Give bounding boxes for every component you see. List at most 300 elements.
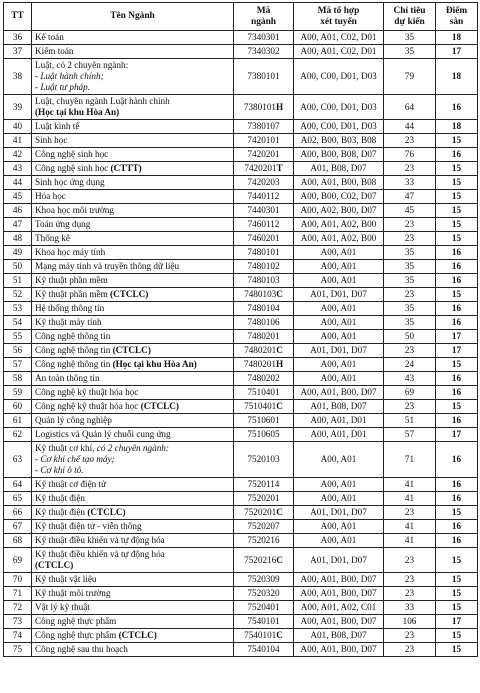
subject-combination: A00, A01 (294, 534, 384, 548)
planned-quota: 23 (384, 548, 436, 573)
floor-score: 16 (436, 148, 478, 162)
table-row (4, 643, 478, 657)
row-number: 44 (4, 176, 32, 190)
table-row (4, 134, 478, 148)
floor-score: 18 (436, 31, 478, 45)
program-name-bold: (Học tại khu Hòa An) (112, 359, 197, 369)
program-code (234, 386, 294, 400)
program-code (234, 587, 294, 601)
planned-quota: 45 (384, 204, 436, 218)
program-code-text: 7510601 (247, 415, 280, 425)
program-code-text: 7480101 (247, 247, 280, 257)
subject-combination: A01, B08, D07 (294, 629, 384, 643)
row-number: 71 (4, 587, 32, 601)
program-code-text: 7480202 (247, 373, 280, 383)
header-code (234, 3, 294, 31)
program-code-text: 7540101 (244, 630, 277, 640)
table-row (4, 120, 478, 134)
program-name: Vật lý kỹ thuật (32, 601, 234, 615)
floor-score: 15 (436, 288, 478, 302)
row-number: 65 (4, 492, 32, 506)
subject-combination: A00, A01 (294, 442, 384, 478)
program-code-text: 7440112 (247, 191, 280, 201)
subject-combination: A00, A01, A02, B00 (294, 218, 384, 232)
floor-score: 17 (436, 344, 478, 358)
program-code-text: 7510605 (247, 429, 280, 439)
program-code (234, 442, 294, 478)
program-name-bold: (CTCLC) (112, 345, 151, 355)
table-row (4, 288, 478, 302)
program-code (234, 534, 294, 548)
table-row (4, 520, 478, 534)
table-row (4, 95, 478, 120)
planned-quota: 76 (384, 148, 436, 162)
program-code (234, 316, 294, 330)
subject-combination: A00, A01, B00, D07 (294, 587, 384, 601)
table-row (4, 218, 478, 232)
program-name-text: Công nghệ thông tin (35, 345, 113, 355)
planned-quota: 71 (384, 442, 436, 478)
program-name: Kỹ thuật điện (32, 492, 234, 506)
program-code (234, 218, 294, 232)
program-code-text: 7480201 (244, 345, 277, 355)
program-code (234, 148, 294, 162)
program-name (32, 344, 234, 358)
admission-table-page (3, 2, 477, 657)
program-name: Sinh học (32, 134, 234, 148)
program-name (32, 59, 234, 95)
program-code-text: 7420101 (247, 135, 280, 145)
subject-combination: A00, A01 (294, 372, 384, 386)
program-code (234, 274, 294, 288)
program-code-text: 7520114 (247, 479, 280, 489)
program-name: Khoa học máy tính (32, 246, 234, 260)
program-name (32, 95, 234, 120)
program-code (234, 120, 294, 134)
program-code-text: 7520201 (247, 493, 280, 503)
program-code-text: 7460112 (247, 219, 280, 229)
table-row (4, 344, 478, 358)
header-row (4, 3, 478, 31)
table-row (4, 615, 478, 629)
row-number: 63 (4, 442, 32, 478)
program-name-bold: (Học tại khu Hòa An) (35, 107, 120, 117)
program-code (234, 643, 294, 657)
table-row (4, 232, 478, 246)
table-row (4, 302, 478, 316)
row-number: 47 (4, 218, 32, 232)
program-name: Hóa học (32, 190, 234, 204)
subject-combination: A00, B00, C02, D07 (294, 190, 384, 204)
subject-combination: A00, A01 (294, 274, 384, 288)
row-number: 64 (4, 478, 32, 492)
table-body (4, 31, 478, 657)
subject-combination: A00, C00, D01, D03 (294, 59, 384, 95)
planned-quota: 47 (384, 190, 436, 204)
subject-combination: A00, A02, B00, D07 (294, 204, 384, 218)
planned-quota: 23 (384, 218, 436, 232)
program-code (234, 260, 294, 274)
table-row (4, 506, 478, 520)
row-number: 75 (4, 643, 32, 657)
program-code (234, 95, 294, 120)
row-number: 68 (4, 534, 32, 548)
row-number: 55 (4, 330, 32, 344)
floor-score: 16 (436, 414, 478, 428)
program-code-text: 7520103 (247, 454, 280, 464)
planned-quota: 23 (384, 232, 436, 246)
floor-score: 15 (436, 190, 478, 204)
table-row (4, 148, 478, 162)
row-number: 39 (4, 95, 32, 120)
program-code-text: 7420201 (244, 163, 277, 173)
planned-quota: 23 (384, 587, 436, 601)
planned-quota: 57 (384, 428, 436, 442)
planned-quota: 41 (384, 478, 436, 492)
program-code-suffix: C (276, 401, 283, 411)
subject-combination: A00, C00, D01, D03 (294, 95, 384, 120)
program-code-text: 7460201 (247, 233, 280, 243)
table-row (4, 534, 478, 548)
row-number: 56 (4, 344, 32, 358)
program-code-suffix: C (276, 554, 283, 565)
floor-score: 16 (436, 316, 478, 330)
program-name (32, 400, 234, 414)
program-name: Quản lý công nghiệp (32, 414, 234, 428)
table-row (4, 246, 478, 260)
program-name-bold: (CTCLC) (87, 507, 126, 517)
program-code-text: 7380101 (243, 101, 276, 112)
header-tt: TT (4, 3, 32, 31)
program-name (32, 442, 234, 478)
planned-quota: 23 (384, 573, 436, 587)
program-name: Kỹ thuật máy tính (32, 316, 234, 330)
program-code (234, 246, 294, 260)
program-name: Khoa học môi trường (32, 204, 234, 218)
subject-combination: A01, B08, D07 (294, 400, 384, 414)
program-code-text: 7440301 (247, 205, 280, 215)
program-name-text: Công nghệ kỹ thuật hóa học (35, 401, 141, 411)
header-combo-line1: Mã tổ hợp (317, 5, 360, 16)
program-code-suffix: C (276, 507, 283, 517)
subject-combination: A00, A01, D01 (294, 414, 384, 428)
floor-score: 15 (436, 587, 478, 601)
subject-combination: A00, A01 (294, 246, 384, 260)
program-code-suffix: H (276, 101, 284, 112)
row-number: 36 (4, 31, 32, 45)
program-name: Kỹ thuật cơ điện tử (32, 478, 234, 492)
subject-combination: A01, D01, D07 (294, 288, 384, 302)
table-row (4, 428, 478, 442)
row-number: 62 (4, 428, 32, 442)
subject-combination: A01, B08, D07 (294, 162, 384, 176)
table-row (4, 573, 478, 587)
table-row (4, 260, 478, 274)
header-score-line2: sàn (449, 16, 464, 27)
program-name-text: Công nghệ sinh học (35, 163, 111, 173)
program-code-text: 7520309 (247, 574, 280, 584)
header-name: Tên Ngành (32, 3, 234, 31)
row-number: 54 (4, 316, 32, 330)
subject-combination: A00, A01, A02, B00 (294, 232, 384, 246)
program-name-italic: có 2 chuyên ngành: (96, 443, 169, 453)
program-name: Công nghệ kỹ thuật hóa học (32, 386, 234, 400)
row-number: 43 (4, 162, 32, 176)
program-code (234, 31, 294, 45)
program-name: Kỹ thuật phần mềm (32, 274, 234, 288)
program-code-text: 7480104 (247, 303, 280, 313)
floor-score: 15 (436, 643, 478, 657)
table-row (4, 414, 478, 428)
floor-score: 15 (436, 601, 478, 615)
table-row (4, 629, 478, 643)
header-score-line1: Điểm (445, 5, 468, 16)
program-code (234, 601, 294, 615)
program-code (234, 573, 294, 587)
program-subitem: - Cơ khí chế tạo máy; (35, 454, 115, 464)
row-number: 67 (4, 520, 32, 534)
program-name: Công nghệ thông tin (32, 330, 234, 344)
header-combo-line2: xét tuyển (320, 16, 357, 27)
program-code (234, 428, 294, 442)
program-name-text: Kỹ thuật cơ khí, (35, 443, 97, 453)
program-name: Thống kê (32, 232, 234, 246)
program-name: Sinh học ứng dụng (32, 176, 234, 190)
table-row (4, 176, 478, 190)
header-quota-line1: Chỉ tiêu (393, 5, 426, 16)
program-name-text: Công nghệ thông tin (35, 359, 113, 369)
planned-quota: 23 (384, 506, 436, 520)
subject-combination: A00, A01, B00, D07 (294, 643, 384, 657)
row-number: 57 (4, 358, 32, 372)
row-number: 74 (4, 629, 32, 643)
planned-quota: 79 (384, 59, 436, 95)
program-code-text: 7480102 (247, 261, 280, 271)
floor-score: 16 (436, 492, 478, 506)
subject-combination: A00, A01 (294, 492, 384, 506)
subject-combination: A01, D01, D07 (294, 344, 384, 358)
table-row (4, 478, 478, 492)
floor-score: 18 (436, 59, 478, 95)
program-code-text: 7520216 (244, 554, 277, 565)
floor-score: 15 (436, 134, 478, 148)
program-code (234, 520, 294, 534)
floor-score: 16 (436, 302, 478, 316)
table-row (4, 204, 478, 218)
planned-quota: 51 (384, 414, 436, 428)
subject-combination: A00, A01, B00, D07 (294, 573, 384, 587)
program-name: Kỹ thuật điện tử - viễn thông (32, 520, 234, 534)
floor-score: 17 (436, 330, 478, 344)
row-number: 52 (4, 288, 32, 302)
planned-quota: 35 (384, 246, 436, 260)
program-name-text: Kỹ thuật phần mềm (35, 289, 111, 299)
header-score (436, 3, 478, 31)
subject-combination: A00, A01, D01 (294, 428, 384, 442)
table-row (4, 372, 478, 386)
row-number: 42 (4, 148, 32, 162)
program-name-bold: (CTCLC) (35, 560, 74, 570)
admission-table (3, 2, 478, 657)
floor-score: 16 (436, 274, 478, 288)
floor-score: 16 (436, 442, 478, 478)
program-name-text: Kỹ thuật điện (35, 507, 88, 517)
program-name-bold: (CTTT) (110, 163, 142, 173)
planned-quota: 35 (384, 31, 436, 45)
planned-quota: 41 (384, 534, 436, 548)
table-row (4, 358, 478, 372)
floor-score: 17 (436, 45, 478, 59)
subject-combination: A00, A01 (294, 358, 384, 372)
program-name: Kỹ thuật môi trường (32, 587, 234, 601)
subject-combination: A00, A01 (294, 478, 384, 492)
floor-score: 15 (436, 232, 478, 246)
program-name: Công nghệ sau thu hoạch (32, 643, 234, 657)
planned-quota: 35 (384, 45, 436, 59)
program-code (234, 344, 294, 358)
program-code-text: 7380107 (247, 121, 280, 131)
program-code (234, 414, 294, 428)
row-number: 60 (4, 400, 32, 414)
planned-quota: 23 (384, 629, 436, 643)
program-code-text: 7520320 (247, 588, 280, 598)
program-name: Kế toán (32, 31, 234, 45)
program-code (234, 400, 294, 414)
program-name: Kỹ thuật vật liệu (32, 573, 234, 587)
program-name-text: Kỹ thuật điều khiển và tự động hóa (35, 549, 165, 559)
subject-combination: A00, A01 (294, 260, 384, 274)
floor-score: 15 (436, 176, 478, 190)
header-code-line2: ngành (250, 16, 277, 27)
program-name-bold: (CTCLC) (118, 630, 157, 640)
program-code (234, 59, 294, 95)
planned-quota: 23 (384, 400, 436, 414)
program-name: Toán ứng dụng (32, 218, 234, 232)
row-number: 70 (4, 573, 32, 587)
program-code-text: 7520207 (247, 521, 280, 531)
program-name (32, 506, 234, 520)
table-row (4, 442, 478, 478)
program-name: Kỹ thuật điều khiển và tự động hóa (32, 534, 234, 548)
program-code (234, 288, 294, 302)
program-code (234, 548, 294, 573)
program-name (32, 629, 234, 643)
table-row (4, 601, 478, 615)
subject-combination: A01, D01, D07 (294, 548, 384, 573)
program-subitem: - Cơ khí ô tô. (35, 465, 84, 475)
subject-combination: A00, A01 (294, 330, 384, 344)
floor-score: 16 (436, 520, 478, 534)
program-code-text: 7480106 (247, 317, 280, 327)
table-row (4, 386, 478, 400)
planned-quota: 35 (384, 274, 436, 288)
floor-score: 16 (436, 372, 478, 386)
subject-combination: A00, A01 (294, 302, 384, 316)
table-row (4, 31, 478, 45)
program-name: Kiểm toán (32, 45, 234, 59)
row-number: 51 (4, 274, 32, 288)
floor-score: 16 (436, 478, 478, 492)
program-code (234, 615, 294, 629)
program-name: Công nghệ sinh học (32, 148, 234, 162)
program-code (234, 134, 294, 148)
floor-score: 15 (436, 358, 478, 372)
subject-combination: A01, D01, D07 (294, 506, 384, 520)
program-code-suffix: H (276, 359, 284, 369)
row-number: 72 (4, 601, 32, 615)
floor-score: 18 (436, 120, 478, 134)
row-number: 73 (4, 615, 32, 629)
program-name: Logistics và Quản lý chuỗi cung ứng (32, 428, 234, 442)
program-code (234, 372, 294, 386)
program-code-text: 7520201 (244, 507, 277, 517)
planned-quota: 41 (384, 492, 436, 506)
table-row (4, 492, 478, 506)
planned-quota: 24 (384, 358, 436, 372)
program-name: Hệ thống thông tin (32, 302, 234, 316)
program-code-text: 7510401 (247, 387, 280, 397)
floor-score: 16 (436, 386, 478, 400)
program-code (234, 478, 294, 492)
program-code-text: 7340301 (247, 32, 280, 42)
planned-quota: 23 (384, 134, 436, 148)
subject-combination: A00, A01 (294, 520, 384, 534)
program-code (234, 176, 294, 190)
table-row (4, 587, 478, 601)
program-name-text: Luật, chuyên ngành Luật hành chính (35, 96, 170, 106)
table-row (4, 45, 478, 59)
row-number: 58 (4, 372, 32, 386)
planned-quota: 43 (384, 372, 436, 386)
program-code-text: 7520401 (247, 602, 280, 612)
planned-quota: 106 (384, 615, 436, 629)
row-number: 41 (4, 134, 32, 148)
planned-quota: 33 (384, 176, 436, 190)
program-name (32, 162, 234, 176)
floor-score: 17 (436, 615, 478, 629)
floor-score: 15 (436, 218, 478, 232)
row-number: 69 (4, 548, 32, 573)
program-code-suffix: C (276, 345, 283, 355)
program-code-text: 7420203 (247, 177, 280, 187)
planned-quota: 64 (384, 95, 436, 120)
row-number: 37 (4, 45, 32, 59)
subject-combination: A00, C00, D01, D03 (294, 120, 384, 134)
program-code (234, 629, 294, 643)
subject-combination: A00, A01, C02, D01 (294, 31, 384, 45)
row-number: 49 (4, 246, 32, 260)
subject-combination: A00, A01, B00, D07 (294, 386, 384, 400)
row-number: 50 (4, 260, 32, 274)
program-code (234, 492, 294, 506)
planned-quota: 35 (384, 302, 436, 316)
program-code (234, 45, 294, 59)
planned-quota: 50 (384, 330, 436, 344)
floor-score: 15 (436, 548, 478, 573)
subject-combination: A00, B00, B08, D07 (294, 148, 384, 162)
planned-quota: 23 (384, 162, 436, 176)
row-number: 61 (4, 414, 32, 428)
program-code-text: 7480103 (247, 275, 280, 285)
planned-quota: 41 (384, 520, 436, 534)
program-name-text: Công nghệ thực phẩm (35, 630, 119, 640)
header-combo (294, 3, 384, 31)
program-code-text: 7540101 (247, 616, 280, 626)
program-code (234, 506, 294, 520)
program-code-text: 7520216 (247, 535, 280, 545)
program-code (234, 162, 294, 176)
subject-combination: A02, B00, B03, B08 (294, 134, 384, 148)
